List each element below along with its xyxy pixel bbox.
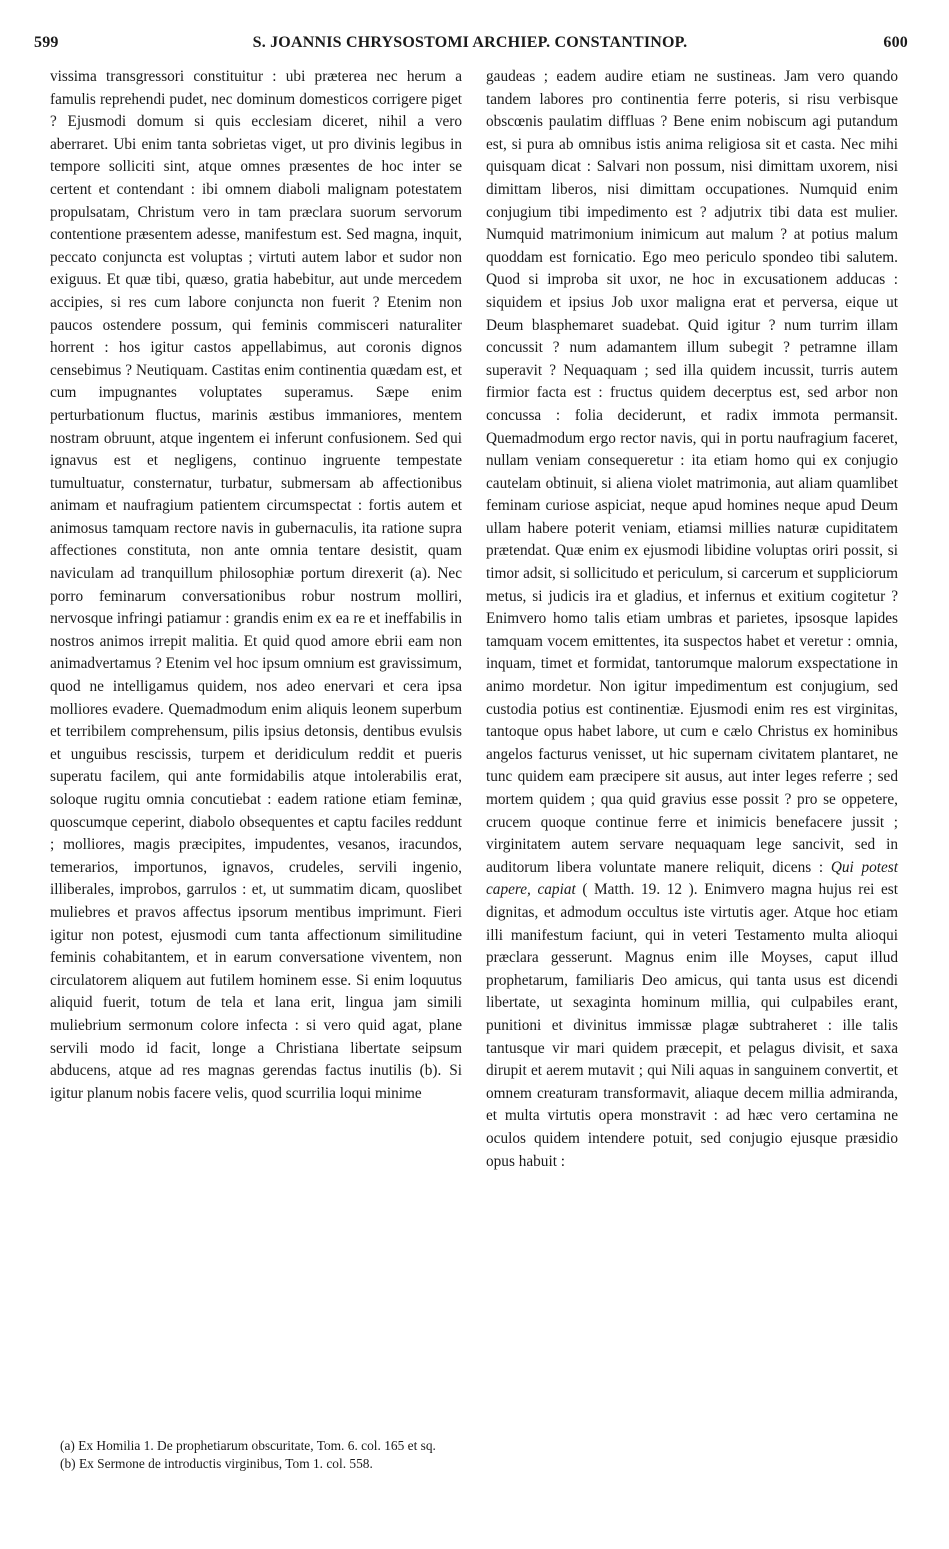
right-column-text-before-quote: gaudeas ; eadem audire etiam ne sustineas. Jam vero quando tandem labores pro continentia ferre poteris, si risu verbisque obscœnis paulatim diffluas ? Bene enim nobiscum agi putandum est, si pura ab omnibus istis anima religiosa sit et casta. Nec mihi quisquam dicat : Salvari non possum, nisi dimittam uxorem, nisi dimittam liberos, nisi dimittam occupationes. Numquid enim conjugium tibi impedimento est ? adjutrix tibi data est mulier. Numquid matrimonium inimicum aut malum ? at potius malum quoddam est fornicatio. Ego meo periculo spondeo tibi salutem. Quod si improba sit uxor, ne hoc in excusationem adducas : siquidem et ipsius Job uxor maligna erat et perversa, eique ut Deum blasphemaret suadebat. Quid igitur ? num turrim illam concussit ? num adamantem illum subegit ? petramne illam superavit ? Nequaquam ; sed illa quidem incussit, turris autem firmior facta est : fructus quidem decerptus est, sed arbor non concussa : folia deciderunt, et radix immota permansit. Quemadmodum ergo rector navis, qui in portu naufragium faceret, nullam veniam consequeretur : ita etiam homo qui ex conjugio cautelam obtinuit, si aliena violet matrimonia, aut aliam quamlibet feminam curiose aspiciat, neque apud homines neque apud Deum ullam habere poterit veniam, etiamsi millies naturæ cupiditatem prætendat. Quæ enim ex ejusmodi libidine voluptas oriri possit, si timor adsit, si sollicitudo et periculum, si carcerum et suppliciorum metus, si judicis ira et gladius, et infernus et exitium cogitetur ? Enimvero homo talis etiam umbras et parietes, ipsosque lapides tamquam vocem emittentes, ita suspectos habet et veretur : omnia, inquam, timet et formidat, tantorumque malorum exspectatione in animo mordetur. Non igitur impedimentum est conjugium, sed custodia potius est continentiæ. Ejusmodi enim res est virginitas, tantoque opus habet labore, ut cum e cælo Christus ex hominibus angelos facturus venisset, ut hic supernam civitatem plantaret, ne tunc quidem eam præcipere sit ausus, aut inter leges referre ; sed mortem quidem ; qua quid gravius esse possit ? pro se oppetere, crucem quoque continue ferre et inimicis benefacere jussit ; virginitatem autem servare nequaquam lege sancivit, sed in auditorum libera voluntate manere reliquit, dicens :	[486, 68, 898, 876]
right-column-text-after-quote: . Enimvero magna hujus rei est dignitas, et admodum occultus iste virtutis ager. Atque hoc etiam illi manifestum faciunt, qui in veteri Testamento multa alioqui præclara gesserunt. Magnus enim ille Moyses, caput illud prophetarum, familiaris Deo amicus, qui tanta usus est dicendi libertate, ut sexaginta hominum millia, qui culpabiles erant, punitioni et divinitus immissæ plagæ subtraheret : ille talis tantusque vir mari quidem præcepit, et pelagus divisit, et saxa dirupit et aerem mutavit ; qui Nili aquas in sanguinem convertit, et omnem creaturam transformavit, aliaque decem millia admiranda, et multa virtutis opera monstravit : ad hæc vero certamina ne oculos quidem intendere potuit, sed conjugio ejusque præsidio opus habuit :	[486, 881, 899, 1170]
right-column-paragraph	[486, 66, 898, 1173]
footnote-b: (b) Ex Sermone de introductis virginibus, Tom 1. col. 558.	[60, 1455, 373, 1471]
scripture-reference: ( Matth. 19. 12 )	[575, 881, 694, 899]
left-page-number: 599	[34, 34, 59, 51]
right-page-number: 600	[883, 34, 908, 51]
right-text-column	[486, 66, 898, 1173]
footnote-a: (a) Ex Homilia 1. De prophetiarum obscuritate, Tom. 6. col. 165 et sq.	[60, 1438, 436, 1453]
scripture-quote: Qui potest capere, capiat	[486, 858, 899, 899]
left-column-text: vissima transgressori constituitur : ubi præterea nec herum a famulis reprehendi pudet, nec dominum domesticos corrigere piget ? Ejusmodi domum si quis ecclesiam diceret, nihil a vero aberraret. Ubi enim tanta sobrietas viget, ut pro divinis legibus in tempore solliciti sint, atque omnes præsentes de hoc inter se certent et contendant : ibi omnem diaboli malignam potestatem propulsatam, Christum vero in tam præclara suorum servorum contentione præsentem adesse, manifestum est. Sed magna, inquit, peccato conjuncta est voluptas ; virtuti autem labor et sudor non exiguus. Et quæ tibi, quæso, gratia habebitur, aut unde mercedem accipies, si res cum labore conjuncta non fuerit ? Etenim non paucos ostendere possum, qui feminis commisceri naturaliter horrent : hos igitur castos appellabimus, aut coronis dignos censebimus ? Neutiquam. Castitas enim continentia quædam est, et cum impugnantes voluptates superamus. Sæpe enim perturbationum fluctus, marinis æstibus immaniores, mentem nostram obruunt, atque ingentem ei inferunt confusionem. Sed qui ignavus est et negligens, continuo ingruente tempestate tumultuatur, consternatur, turbatur, submersam ab affectionibus animam et naufragium patientem circumspectat : fortis autem et animosus tamquam rectore navis in gubernaculis, ita ratione supra affectiones constituta, non ante omnia tentare desistit, quam naviculam ad tranquillum philosophiæ portum direxerit (a). Nec porro feminarum conversationibus robur nostrum molliri, nervosque infringi patiamur : grandis enim ex ea re et ineffabilis in nostros animos irrepit malitia. Et quid quod amore ebrii eam non animadvertamus ? Etenim vel hoc ipsum omnium est gravissimum, quod ne intelligamus quidem, nos adeo enervari et cera ipsa molliores evadere. Quemadmodum enim aliquis leonem superbum et terribilem comprehensum, pilis ipsius detonsis, dentibus evulsis et unguibus rescissis, turpem et deridiculum reddit et pueris superatu facilem, qui ante formidabilis atque intolerabilis erat, soloque rugitu omnia concutiebat : eadem ratione etiam feminæ, quoscumque ceperint, diabolo obsequentes et captu faciles reddunt ; molliores, magis præcipites, impudentes, vesanos, iracundos, temerarios, importunos, ignavos, crudeles, servili ingenio, illiberales, improbos, garrulos : et, ut summatim dicam, quoslibet muliebres et pravos affectus ipsorum mentibus imprimunt. Fieri igitur non potest, ejusmodi cum tanta affectionum similitudine feminis cohabitantem, et in earum conversatione viventem, non circulatorem aliquem aut futilem hominem esse. Si enim loquutus aliquid fuerit, totum de tela et lana erit, lingua jam simili muliebrium sermonum colore infecta : si vero quid agat, plane servili modo id facit, longe a Christiana libertate seipsum abducens, atque ad res magnas gerendas factus inutilis (b). Si igitur planum nobis facere velis, quod scurrilia loqui minime	[50, 68, 462, 1102]
running-title: S. JOANNIS CHRYSOSTOMI ARCHIEP. CONSTANTINOP.	[252, 34, 688, 51]
left-text-column	[50, 66, 462, 1105]
running-header	[30, 34, 910, 58]
footnotes	[50, 1437, 462, 1472]
